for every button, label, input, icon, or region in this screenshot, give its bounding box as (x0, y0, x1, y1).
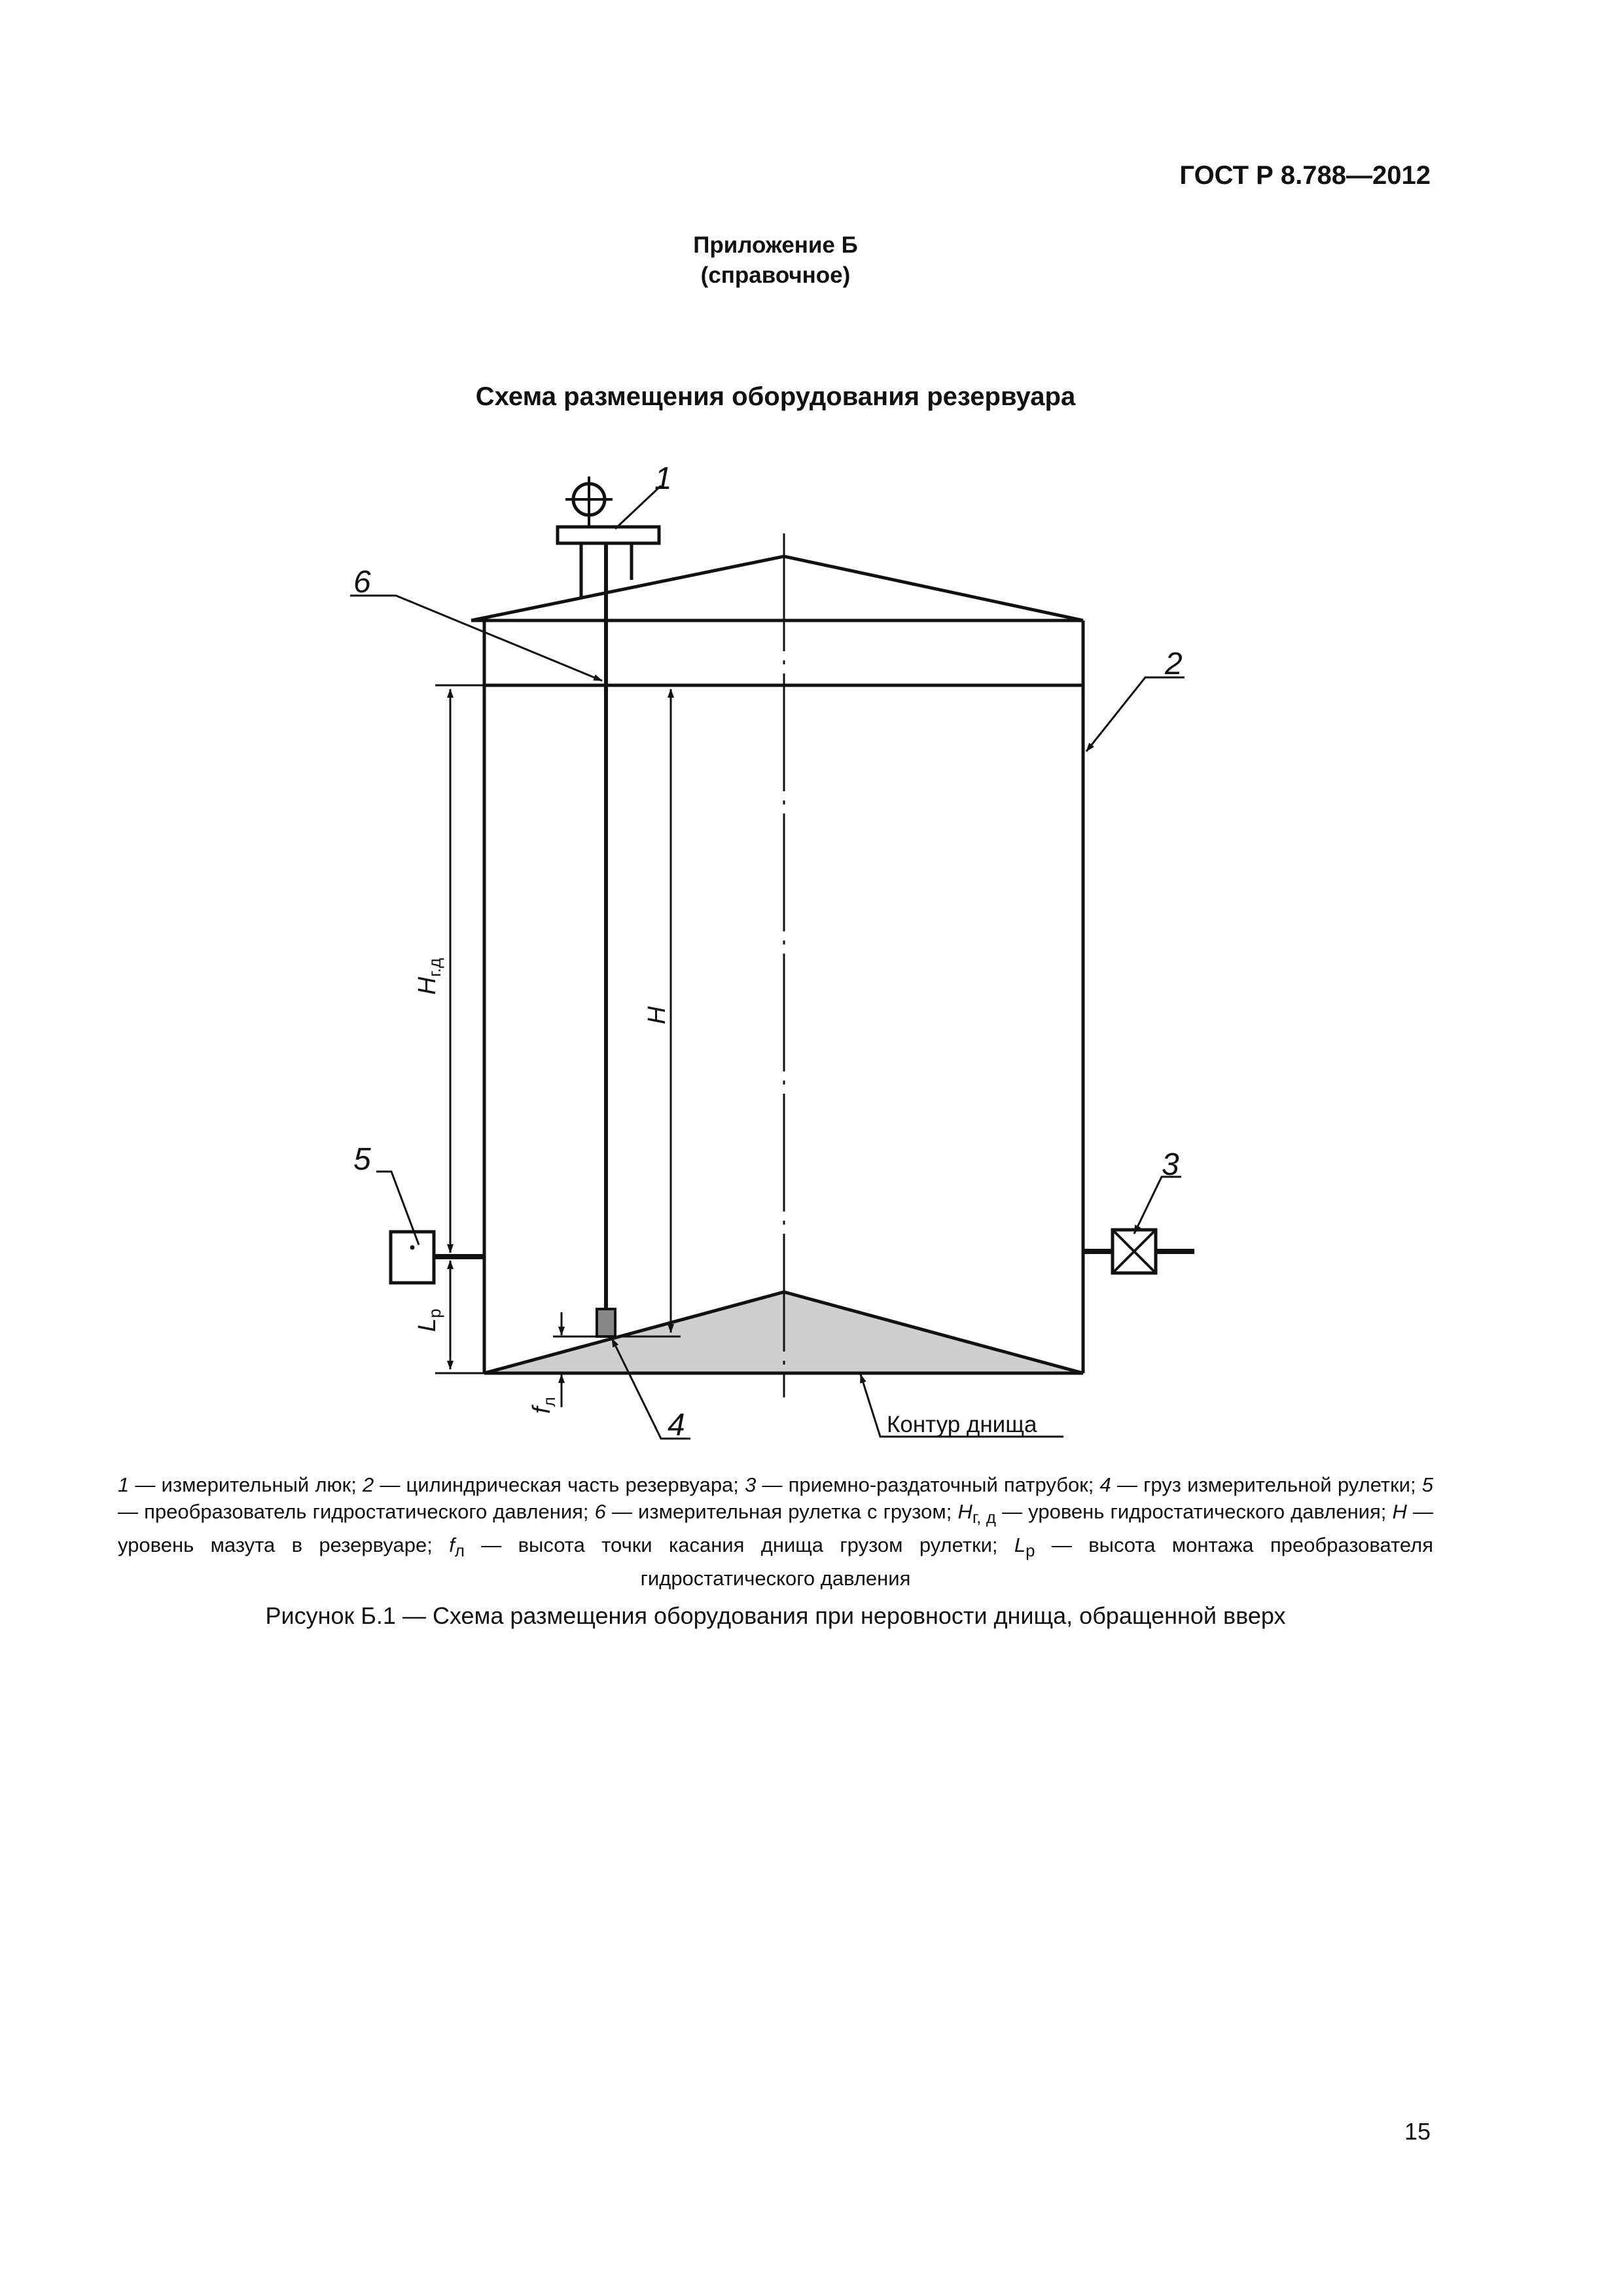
callout-4: 4 (668, 1408, 685, 1443)
label-hgd: $H_{г.д}$ (414, 958, 444, 995)
appendix-subtitle: (справочное) (700, 262, 851, 288)
appendix-title: Приложение Б (693, 232, 858, 258)
label-lp: $L_р$ (414, 1308, 444, 1332)
figure-legend: 1 — измерительный люк; 2 — цилиндрическая часть резервуара; 3 — приемно-раздаточный патрубок; 4 — груз измерительной рулетки; 5 — преобразователь гидростатического давления; 6 — измерительная рулетка с грузом; $H_{г, д}$ — уровень гидростатического давления; H — уровень мазута в резервуаре; $f_л$ — высота точки касания днища грузом рулетки; $L_р$ — высота монтажа преобразователя гидростатического давления (118, 1473, 1433, 1590)
dimension-hgd (435, 685, 484, 1373)
leader-6 (350, 596, 602, 681)
standard-number: ГОСТ Р 8.788—2012 (1179, 161, 1431, 190)
callout-3: 3 (1162, 1147, 1179, 1182)
pressure-transducer (391, 1232, 484, 1283)
measuring-hatch (558, 476, 659, 597)
callout-5: 5 (353, 1142, 371, 1177)
bottom-contour-label: Контур днища (887, 1412, 1037, 1437)
label-fl: $f_л$ (528, 1397, 559, 1414)
figure-caption: Рисунок Б.1 — Схема размещения оборудования при неровности днища, обращенной вверх (265, 1602, 1286, 1629)
callout-1: 1 (654, 461, 672, 496)
callout-6: 6 (353, 565, 371, 600)
tank-roof (471, 556, 1083, 620)
callout-2: 2 (1165, 647, 1183, 681)
inlet-outlet-valve (1083, 1230, 1194, 1273)
leader-3 (1134, 1177, 1181, 1234)
figure-title: Схема размещения оборудования резервуара (475, 382, 1076, 411)
tape-weight (597, 1309, 615, 1336)
page-number: 15 (1404, 2118, 1431, 2145)
leader-2 (1086, 677, 1185, 751)
label-h: H (643, 1006, 671, 1024)
